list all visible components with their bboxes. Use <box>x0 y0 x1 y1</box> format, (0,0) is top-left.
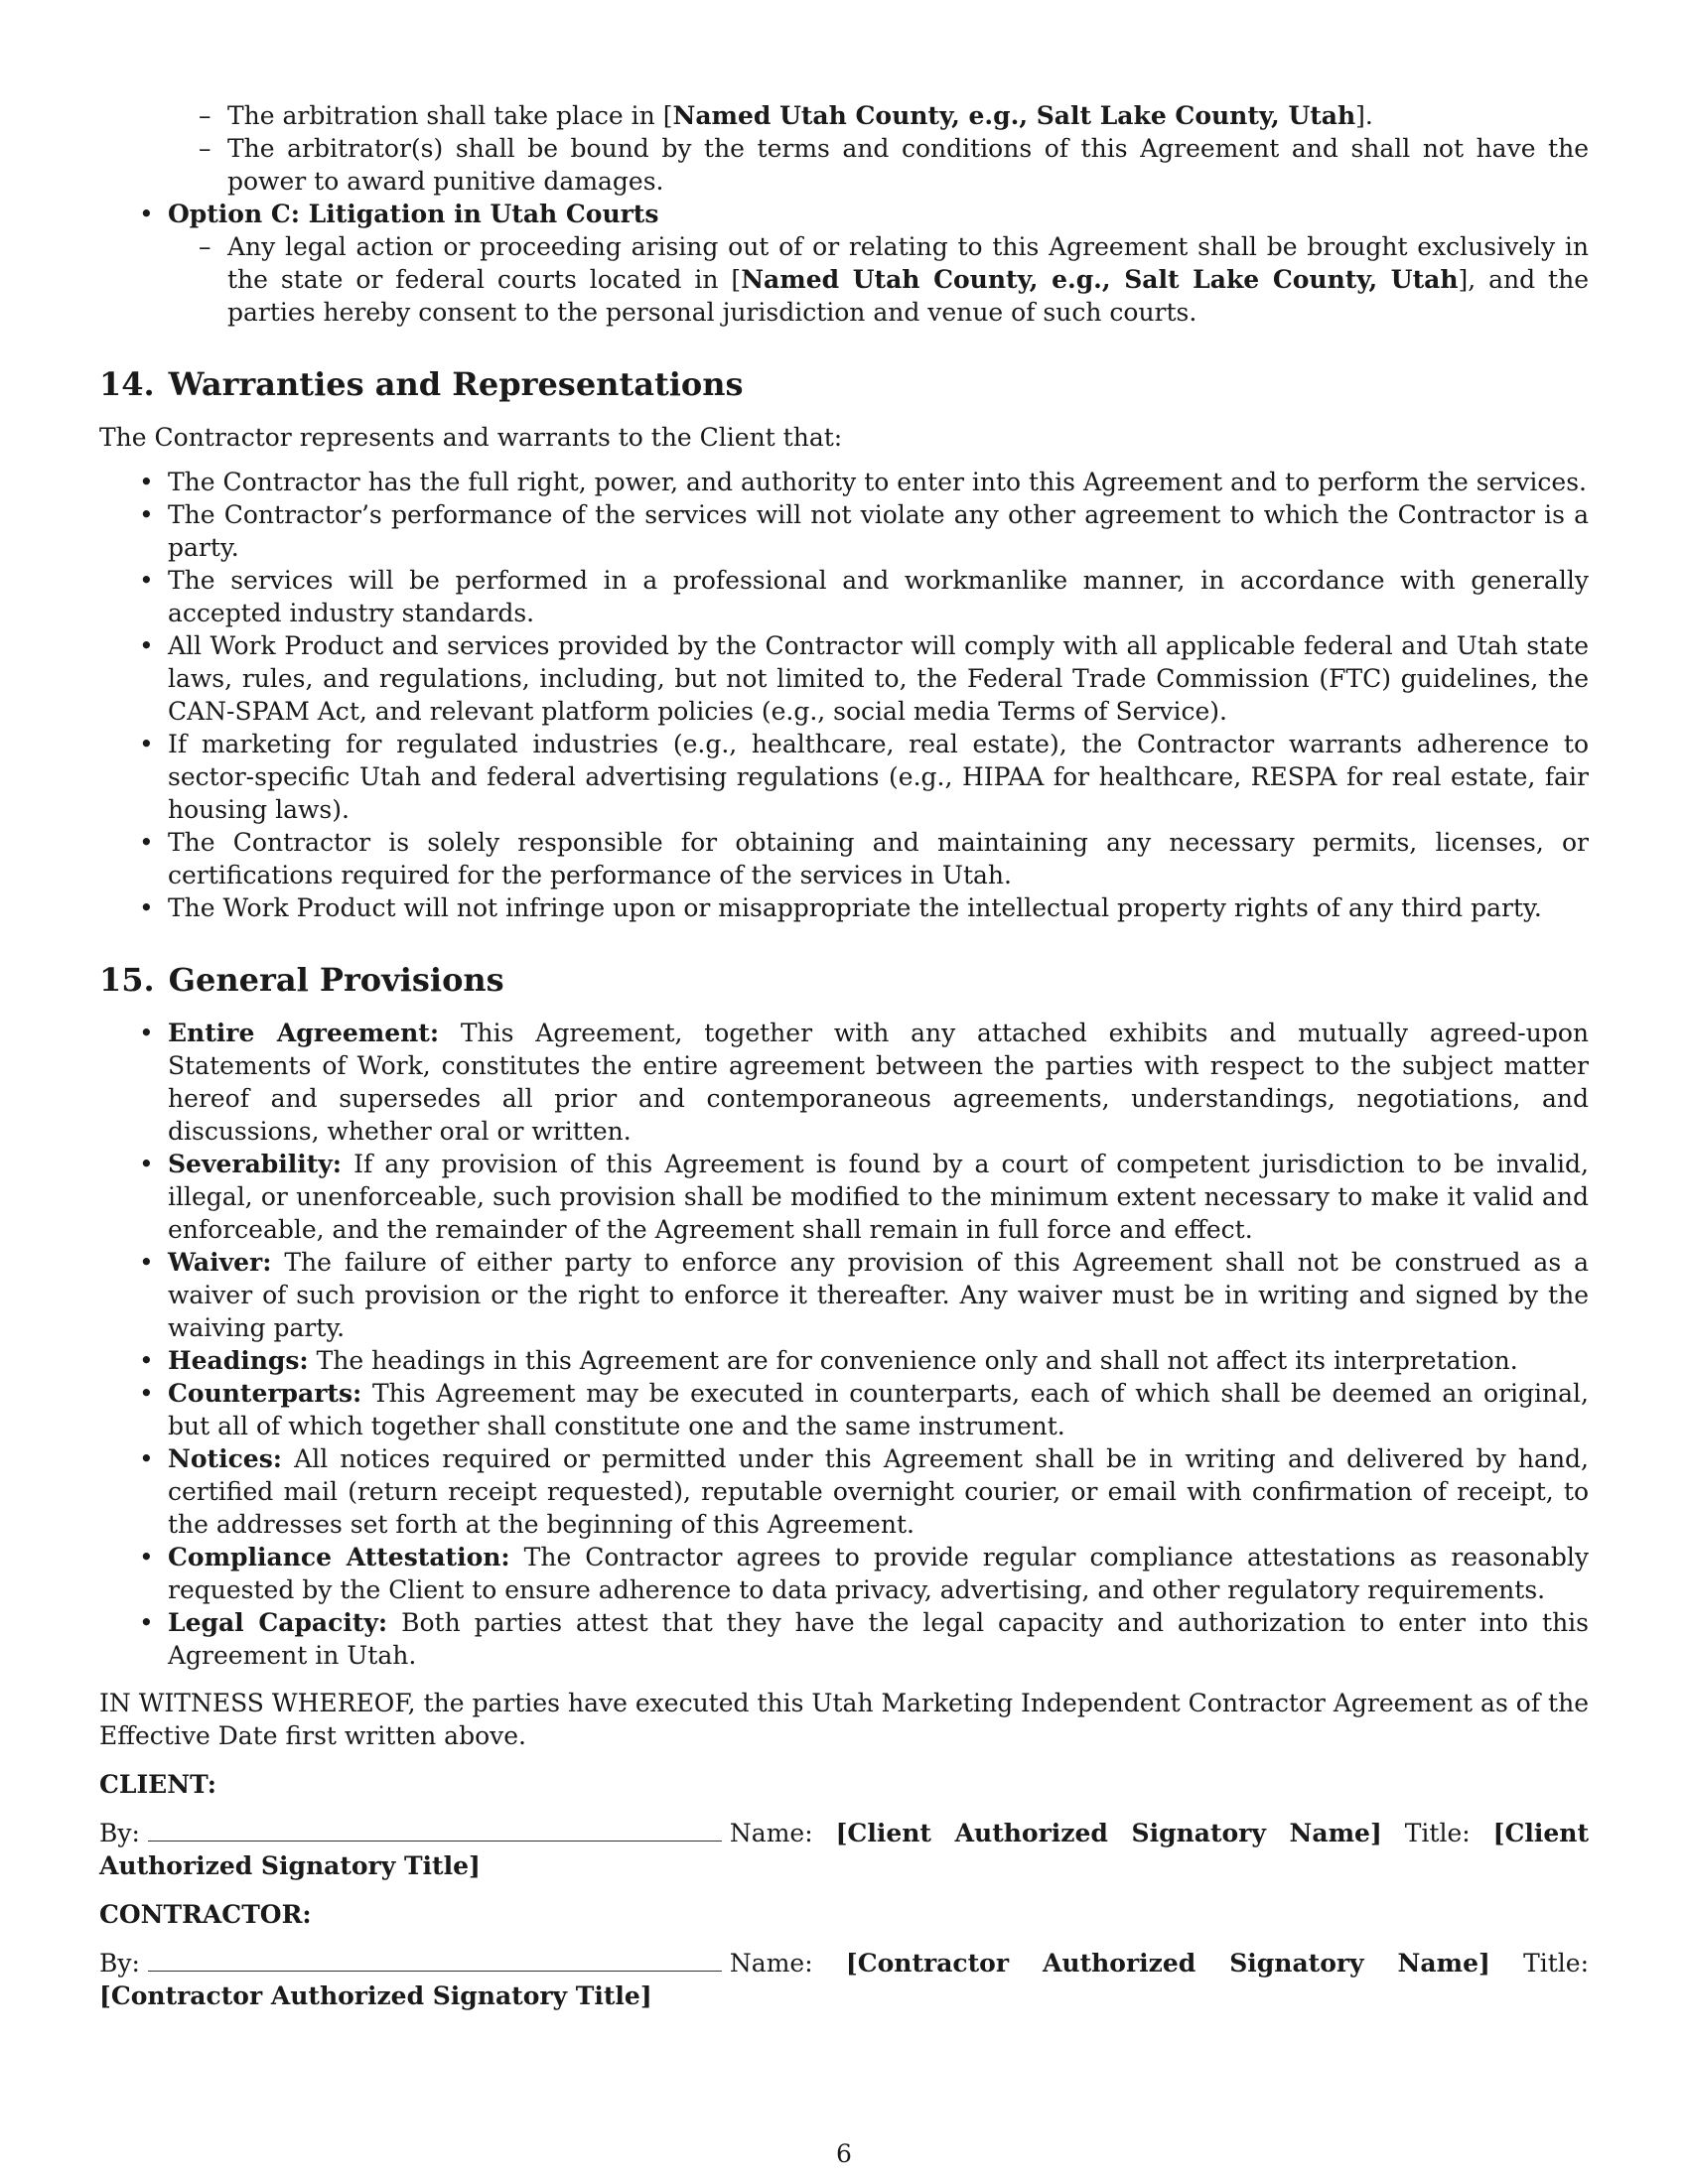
arbitration-subitems <box>99 99 1589 198</box>
list-item: • Waiver: The failure of either party to enforce any provision of this Agreement shall not be construed as a waiver of such provision or the right to enforce it thereafter. Any waiver must be in writing and signed by the waiving party. <box>99 1246 1589 1344</box>
option-c-title: Option C: Litigation in Utah Courts <box>168 200 659 228</box>
list-item: • The Contractor’s performance of the services will not violate any other agreement to which the Contractor is a party. <box>99 498 1589 564</box>
contractor-heading: CONTRACTOR: <box>99 1900 312 1929</box>
list-item: • The services will be performed in a professional and workmanlike manner, in accordance with generally accepted industry standards. <box>99 564 1589 629</box>
list-item: • The Work Product will not infringe upon or misappropriate the intellectual property rights of any third party. <box>99 891 1589 924</box>
list-item: • Entire Agreement: This Agreement, together with any attached exhibits and mutually agreed-upon Statements of Work, constitutes the entire agreement between the parties with respect to the subject matter hereof and supersedes all prior and contemporaneous agreements, understandings, negotiations, and discussions, whether oral or written. <box>99 1017 1589 1148</box>
section-14-heading: 14. Warranties and Representations <box>99 365 744 403</box>
list-item: • All Work Product and services provided by the Contractor will comply with all applicable federal and Utah state laws, rules, and regulations, including, but not limited to, the Federal Trade Commission (FTC) guidelines, the CAN-SPAM Act, and relevant platform policies (e.g., social media Terms of Service). <box>99 629 1589 728</box>
arbitration-location-item: – The arbitration shall take place in [Named Utah County, e.g., Salt Lake County, Utah]. <box>99 99 1589 132</box>
list-item: • Legal Capacity: Both parties attest that they have the legal capacity and authorization to enter into this Agreement in Utah. <box>99 1606 1589 1672</box>
list-item: • The Contractor is solely responsible for obtaining and maintaining any necessary permits, licenses, or certifications required for the performance of the services in Utah. <box>99 826 1589 891</box>
arbitration-bound-item: – The arbitrator(s) shall be bound by the terms and conditions of this Agreement and shall not have the power to award punitive damages. <box>99 132 1589 198</box>
list-item: • Notices: All notices required or permitted under this Agreement shall be in writing and delivered by hand, certified mail (return receipt requested), reputable overnight courier, or email with confirmation of receipt, to the addresses set forth at the beginning of this Agreement. <box>99 1442 1589 1541</box>
section-14-list <box>99 466 1589 924</box>
section-15-list <box>99 1017 1589 1672</box>
contractor-signature-line[interactable] <box>148 1949 722 1972</box>
page-number: 6 <box>836 2139 852 2168</box>
contractor-signature-block: By: Name: [Contractor Authorized Signatory Name] Title: [Contractor Authorized Signatory Title] <box>99 1949 1589 2010</box>
list-item: • Compliance Attestation: The Contractor agrees to provide regular compliance attestations as reasonably requested by the Client to ensure adherence to data privacy, advertising, and other regulatory requirements. <box>99 1541 1589 1606</box>
contractor-name-placeholder: Contractor Authorized Signatory Name <box>857 1949 1478 1978</box>
client-title-placeholder: Client Authorized Signatory Title <box>99 1819 1589 1880</box>
option-c-subitems <box>99 230 1589 329</box>
list-item: • Severability: If any provision of this Agreement is found by a court of competent jurisdiction to be invalid, illegal, or unenforceable, such provision shall be modified to the minimum extent necessary to make it valid and enforceable, and the remainder of the Agreement shall remain in full force and effect. <box>99 1148 1589 1246</box>
list-item: • If marketing for regulated industries (e.g., healthcare, real estate), the Contractor warrants adherence to sector-specific Utah and federal advertising regulations (e.g., HIPAA for healthcare, RESPA for real estate, fair housing laws). <box>99 728 1589 826</box>
client-signature-line[interactable] <box>148 1819 722 1842</box>
document-page <box>99 99 1589 2012</box>
list-item: • The Contractor has the full right, power, and authority to enter into this Agreement and to perform the services. <box>99 466 1589 498</box>
option-c-list <box>99 198 1589 230</box>
list-item: • Counterparts: This Agreement may be executed in counterparts, each of which shall be deemed an original, but all of which together shall constitute one and the same instrument. <box>99 1377 1589 1442</box>
section-14-intro: The Contractor represents and warrants to the Client that: <box>99 423 843 452</box>
client-signature-block: By: Name: [Client Authorized Signatory Name] Title: [Client Authorized Signatory Title] <box>99 1819 1589 1880</box>
witness-paragraph: IN WITNESS WHEREOF, the parties have executed this Utah Marketing Independent Contractor Agreement as of the Effective Date first written above. <box>99 1689 1589 1750</box>
option-c-item <box>99 198 1589 230</box>
client-heading: CLIENT: <box>99 1770 217 1799</box>
option-c-county-placeholder: Named Utah County, e.g., Salt Lake County, Utah <box>741 265 1459 294</box>
option-c-text: – Any legal action or proceeding arising out of or relating to this Agreement shall be brought exclusively in the state or federal courts located in [Named Utah County, e.g., Salt Lake County, Utah], and the parties hereby consent to the personal jurisdiction and venue of such courts. <box>99 230 1589 329</box>
list-item: • Headings: The headings in this Agreement are for convenience only and shall not affect its interpretation. <box>99 1344 1589 1377</box>
client-name-placeholder: Client Authorized Signatory Name <box>847 1819 1370 1847</box>
section-15-heading: 15. General Provisions <box>99 961 504 999</box>
contractor-title-placeholder: Contractor Authorized Signatory Title <box>110 1981 640 2010</box>
arbitration-county-placeholder: Named Utah County, e.g., Salt Lake County, Utah <box>672 101 1356 130</box>
